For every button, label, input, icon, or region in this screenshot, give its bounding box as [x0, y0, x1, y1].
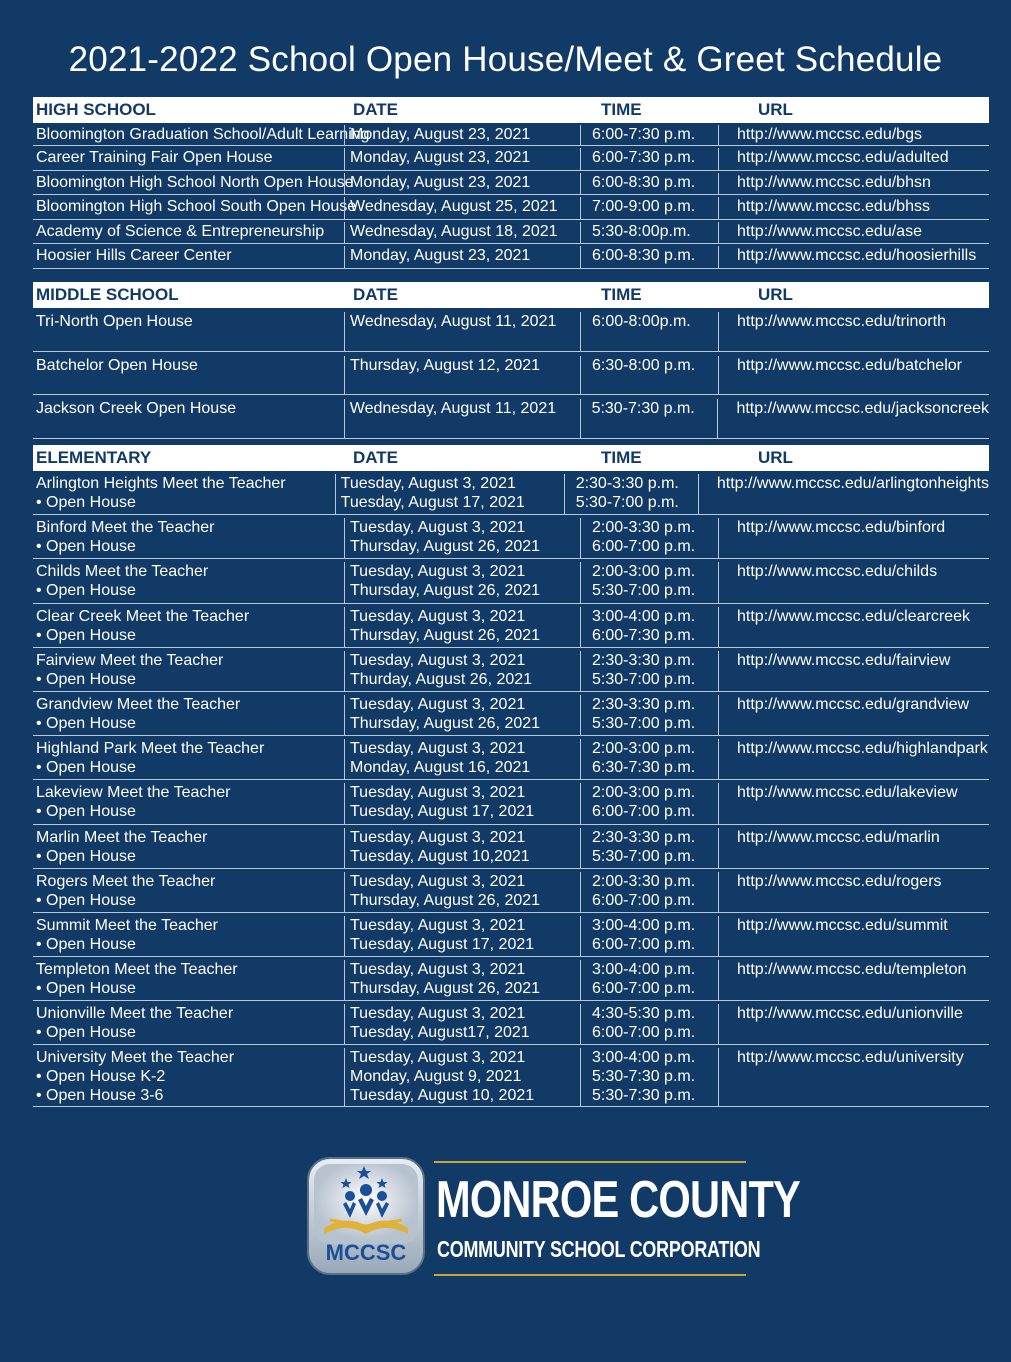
school-url-link[interactable]: http://www.mccsc.edu/binford: [737, 519, 946, 537]
event-time: 6:00-7:00 p.m.: [592, 1024, 696, 1042]
school-name-cell: [33, 695, 344, 735]
event-time: 5:30-7:00 p.m.: [575, 494, 679, 511]
school-name: Summit Meet the Teacher: [36, 916, 219, 934]
event-time: 6:00-7:00 p.m.: [592, 803, 696, 821]
brand-bottom-rule: [434, 1274, 746, 1276]
school-url-cell: [718, 356, 989, 395]
school-name: Binford Meet the Teacher: [36, 519, 215, 537]
event-date-cell: [344, 197, 580, 219]
event-time-cell: [580, 1004, 718, 1044]
school-name: Arlington Heights Meet the Teacher: [36, 475, 286, 492]
date-header: DATE: [353, 285, 399, 304]
section-label: HIGH SCHOOL: [36, 100, 156, 119]
event-time: 6:00-8:30 p.m.: [592, 173, 696, 191]
high-school-header: [33, 97, 989, 123]
school-url-link[interactable]: http://www.mccsc.edu/highlandpark: [737, 740, 988, 758]
event-time: 5:30-7:00 p.m.: [592, 670, 696, 688]
school-name-cell: [33, 607, 344, 647]
school-name: • Open House K-2: [36, 1068, 166, 1086]
school-url-cell: [698, 474, 989, 514]
school-url-cell: [718, 872, 989, 912]
event-date-cell: [344, 356, 580, 395]
table-row: [33, 780, 989, 824]
event-date-cell: [344, 148, 580, 170]
time-header: TIME: [601, 100, 642, 119]
school-url-cell: [717, 399, 989, 438]
event-date: Tuesday, August 3, 2021: [350, 740, 526, 758]
event-date: Monday, August 16, 2021: [350, 759, 531, 777]
brand-subtitle: COMMUNITY SCHOOL CORPORATION: [437, 1236, 761, 1262]
event-time: 6:30-8:00 p.m.: [592, 356, 696, 374]
school-url-link[interactable]: http://www.mccsc.edu/clearcreek: [737, 607, 970, 625]
school-url-cell: [718, 607, 989, 647]
school-name-cell: [33, 148, 344, 170]
logo-icon: [306, 1156, 426, 1276]
event-time-cell: [580, 607, 718, 647]
table-row: [33, 244, 989, 269]
time-header: TIME: [601, 448, 642, 467]
table-row: [33, 692, 989, 736]
event-time: 2:00-3:00 p.m.: [592, 563, 696, 581]
event-time: 6:00-8:00p.m.: [592, 313, 691, 330]
school-url-link[interactable]: http://www.mccsc.edu/marlin: [737, 828, 940, 846]
school-name-cell: [33, 739, 344, 779]
event-date: Thursday, August 26, 2021: [350, 538, 541, 556]
table-row: [33, 869, 989, 913]
school-name-cell: [33, 173, 354, 195]
event-time: 7:00-9:00 p.m.: [592, 198, 696, 216]
event-date-cell: [344, 246, 580, 268]
school-name: Bloomington High School North Open House: [36, 173, 354, 191]
event-date: Thurday, August 26, 2021: [350, 670, 533, 688]
table-row: [33, 195, 989, 220]
event-date-cell: [344, 695, 580, 735]
school-name: Academy of Science & Entrepreneurship: [36, 222, 325, 240]
event-time-cell: [580, 148, 718, 170]
high-school-section: [33, 97, 989, 269]
school-url-link[interactable]: http://www.mccsc.edu/ase: [737, 222, 922, 240]
event-date: Tuesday, August 17, 2021: [350, 935, 535, 953]
event-time-cell: [580, 783, 718, 823]
table-row: [33, 171, 989, 196]
event-time: 2:00-3:30 p.m.: [592, 519, 696, 537]
school-url-link[interactable]: http://www.mccsc.edu/templeton: [737, 961, 967, 979]
event-time: 5:30-7:00 p.m.: [592, 714, 696, 732]
school-url-cell: [718, 1004, 989, 1044]
school-name: • Open House: [36, 891, 136, 909]
school-name-cell: [33, 872, 344, 912]
middle-school-header: [33, 282, 989, 308]
logo-text: MCCSC: [325, 1240, 407, 1265]
date-header: DATE: [353, 100, 399, 119]
event-date: Thursday, August 26, 2021: [350, 626, 541, 644]
event-time-cell: [580, 960, 718, 1000]
table-row: [33, 736, 989, 780]
table-row: [33, 1001, 989, 1045]
event-time: 2:30-3:30 p.m.: [592, 695, 696, 713]
event-date-cell: [344, 783, 580, 823]
school-name: Hoosier Hills Career Center: [36, 247, 232, 265]
event-time: 6:30-7:30 p.m.: [592, 759, 696, 777]
mccsc-logo: [306, 1156, 426, 1276]
event-date-cell: [344, 960, 580, 1000]
school-name-cell: [33, 1004, 344, 1044]
event-date: Tuesday, August 10, 2021: [350, 1087, 535, 1105]
url-header: URL: [758, 100, 793, 119]
school-url-link[interactable]: http://www.mccsc.edu/bgs: [737, 126, 922, 143]
event-date: Wednesday, August 11, 2021: [350, 313, 557, 330]
page-title: 2021-2022 School Open House/Meet & Greet Schedule: [68, 40, 943, 79]
event-date-cell: [344, 607, 580, 647]
school-name: • Open House: [36, 670, 136, 688]
table-row: [33, 308, 989, 352]
event-time-cell: [564, 474, 698, 514]
event-time-cell: [580, 246, 718, 268]
school-url-link[interactable]: http://www.mccsc.edu/childs: [737, 563, 938, 581]
event-time-cell: [580, 562, 718, 602]
brand-top-rule: [434, 1161, 746, 1163]
event-time: 5:30-7:30 p.m.: [592, 1087, 696, 1105]
table-row: [33, 515, 989, 559]
event-time: 3:00-4:00 p.m.: [592, 607, 696, 625]
school-url-link[interactable]: http://www.mccsc.edu/hoosierhills: [737, 247, 977, 265]
school-name-cell: [33, 125, 370, 145]
event-date-cell: [344, 562, 580, 602]
event-date-cell: [344, 173, 580, 195]
school-url-cell: [718, 148, 989, 170]
event-time: 5:30-7:30 p.m.: [592, 1068, 696, 1086]
event-date-cell: [344, 222, 580, 244]
table-row: [33, 395, 989, 439]
event-date-cell: [344, 651, 580, 691]
event-time-cell: [580, 695, 718, 735]
event-date: Tuesday, August 17, 2021: [340, 494, 525, 511]
event-time: 6:00-7:30 p.m.: [592, 626, 696, 644]
school-name: Jackson Creek Open House: [36, 400, 237, 417]
event-date: Monday, August 9, 2021: [350, 1068, 522, 1086]
event-date: Monday, August 23, 2021: [350, 173, 531, 191]
table-row: [33, 825, 989, 869]
event-time: 5:30-7:00 p.m.: [592, 847, 696, 865]
school-name-cell: [33, 518, 344, 558]
table-row: [33, 648, 989, 692]
school-name: Lakeview Meet the Teacher: [36, 784, 231, 802]
school-url-link[interactable]: http://www.mccsc.edu/unionville: [737, 1005, 963, 1023]
event-date-cell: [344, 312, 580, 351]
school-url-cell: [718, 312, 989, 351]
elementary-section: [33, 445, 989, 1107]
event-time-cell: [580, 518, 718, 558]
event-time-cell: [580, 125, 718, 145]
event-date: Monday, August 23, 2021: [350, 149, 531, 166]
school-url-link[interactable]: http://www.mccsc.edu/lakeview: [737, 784, 958, 802]
table-row: [33, 559, 989, 603]
date-header: DATE: [353, 448, 399, 467]
school-name-cell: [33, 222, 344, 244]
event-date: Wednesday, August 25, 2021: [350, 198, 558, 216]
url-header: URL: [758, 285, 793, 304]
event-time: 4:30-5:30 p.m.: [592, 1005, 696, 1023]
event-date-cell: [344, 739, 580, 779]
event-time: 6:00-8:30 p.m.: [592, 247, 696, 265]
school-name-cell: [33, 197, 357, 219]
event-date: Tuesday, August 3, 2021: [350, 961, 526, 979]
event-time: 2:00-3:30 p.m.: [592, 872, 696, 890]
school-name: Rogers Meet the Teacher: [36, 872, 216, 890]
event-date: Tuesday, August 3, 2021: [350, 1005, 526, 1023]
section-label: MIDDLE SCHOOL: [36, 285, 179, 304]
school-name: Clear Creek Meet the Teacher: [36, 607, 250, 625]
school-url-link[interactable]: http://www.mccsc.edu/rogers: [737, 872, 942, 890]
school-name: Marlin Meet the Teacher: [36, 828, 208, 846]
school-name-cell: [33, 1048, 344, 1106]
table-row: [33, 471, 989, 515]
event-date: Tuesday, August 3, 2021: [350, 563, 526, 581]
event-date: Tuesday, August 3, 2021: [340, 475, 516, 492]
school-name: • Open House: [36, 538, 136, 556]
school-name: • Open House: [36, 847, 136, 865]
event-date-cell: [344, 916, 580, 956]
event-date-cell: [344, 399, 580, 438]
school-url-cell: [718, 960, 989, 1000]
event-time-cell: [580, 739, 718, 779]
event-date-cell: [335, 474, 564, 514]
event-date: Tuesday, August 3, 2021: [350, 828, 526, 846]
event-date: Thursday, August 26, 2021: [350, 980, 541, 998]
school-url-cell: [718, 125, 989, 145]
event-date: Thursday, August 12, 2021: [350, 356, 541, 374]
table-row: [33, 913, 989, 957]
event-time-cell: [580, 197, 718, 219]
event-date-cell: [344, 1004, 580, 1044]
table-row: [33, 604, 989, 648]
event-date: Tuesday, August 3, 2021: [350, 1049, 526, 1067]
event-time: 3:00-4:00 p.m.: [592, 961, 696, 979]
school-name-cell: [33, 399, 344, 438]
event-date: Tuesday, August 3, 2021: [350, 695, 526, 713]
school-name-cell: [33, 916, 344, 956]
event-time-cell: [580, 356, 718, 395]
event-date: Thursday, August 26, 2021: [350, 582, 541, 600]
school-name: Templeton Meet the Teacher: [36, 961, 238, 979]
event-time-cell: [580, 1048, 718, 1106]
school-name-cell: [33, 783, 344, 823]
school-name-cell: [33, 828, 344, 868]
school-url-cell: [718, 562, 989, 602]
event-date: Tuesday, August 3, 2021: [350, 784, 526, 802]
school-url-cell: [718, 916, 989, 956]
school-name: Grandview Meet the Teacher: [36, 695, 241, 713]
event-time: 5:30-7:00 p.m.: [592, 582, 696, 600]
event-date: Monday, August 23, 2021: [350, 247, 531, 265]
school-url-cell: [718, 783, 989, 823]
school-url-link[interactable]: http://www.mccsc.edu/bhss: [737, 198, 930, 216]
event-date: Monday, August 23, 2021: [350, 126, 531, 143]
school-url-cell: [718, 828, 989, 868]
middle-school-section: [33, 282, 989, 439]
event-time: 6:00-7:00 p.m.: [592, 980, 696, 998]
event-time: 5:30-7:30 p.m.: [591, 400, 695, 417]
event-time: 5:30-8:00p.m.: [592, 222, 691, 240]
school-url-link[interactable]: http://www.mccsc.edu/fairview: [737, 651, 951, 669]
table-row: [33, 220, 989, 245]
school-url-cell: [718, 739, 989, 779]
school-name-cell: [33, 312, 344, 351]
event-time-cell: [580, 312, 718, 351]
event-date: Tuesday, August17, 2021: [350, 1024, 530, 1042]
event-date: Tuesday, August 10,2021: [350, 847, 530, 865]
event-time-cell: [580, 222, 718, 244]
event-date: Tuesday, August 3, 2021: [350, 916, 526, 934]
school-url-cell: [718, 222, 989, 244]
school-name: University Meet the Teacher: [36, 1049, 235, 1067]
event-time: 2:00-3:00 p.m.: [592, 740, 696, 758]
table-row: [33, 146, 989, 171]
school-url-cell: [718, 695, 989, 735]
event-date-cell: [344, 828, 580, 868]
event-time-cell: [580, 828, 718, 868]
event-time-cell: [580, 651, 718, 691]
event-time: 6:00-7:00 p.m.: [592, 935, 696, 953]
time-header: TIME: [601, 285, 642, 304]
school-name-cell: [33, 356, 344, 395]
elementary-rows: [33, 471, 989, 1107]
school-name: Career Training Fair Open House: [36, 149, 273, 166]
event-date-cell: [344, 872, 580, 912]
school-name-cell: [33, 246, 344, 268]
school-name: • Open House: [36, 626, 136, 644]
school-url-link[interactable]: http://www.mccsc.edu/jacksoncreek: [736, 400, 989, 417]
event-date-cell: [344, 125, 580, 145]
event-date: Wednesday, August 11, 2021: [349, 400, 557, 417]
school-url-cell: [718, 246, 989, 268]
event-date: Thursday, August 26, 2021: [350, 891, 541, 909]
school-url-link[interactable]: http://www.mccsc.edu/summit: [737, 916, 948, 934]
brand-name: MONROE COUNTY: [436, 1171, 800, 1229]
school-url-link[interactable]: http://www.mccsc.edu/adulted: [737, 149, 949, 166]
event-date: Tuesday, August 3, 2021: [350, 651, 526, 669]
event-time: 2:30-3:30 p.m.: [592, 651, 696, 669]
event-time-cell: [580, 872, 718, 912]
school-url-cell: [718, 197, 989, 219]
school-name-cell: [33, 562, 344, 602]
school-url-cell: [718, 1048, 989, 1106]
school-url-cell: [718, 518, 989, 558]
school-name: Childs Meet the Teacher: [36, 563, 209, 581]
school-name-cell: [33, 651, 344, 691]
school-name: Fairview Meet the Teacher: [36, 651, 224, 669]
school-name: • Open House: [36, 935, 136, 953]
school-name-cell: [33, 474, 335, 514]
event-date-cell: [344, 1048, 580, 1106]
school-url-cell: [718, 173, 989, 195]
event-time: 2:00-3:00 p.m.: [592, 784, 696, 802]
event-date: Tuesday, August 3, 2021: [350, 519, 526, 537]
school-name: • Open House: [36, 803, 136, 821]
url-header: URL: [758, 448, 793, 467]
event-time: 3:00-4:00 p.m.: [592, 1049, 696, 1067]
school-url-link[interactable]: http://www.mccsc.edu/bhsn: [737, 173, 931, 191]
event-time: 6:00-7:00 p.m.: [592, 891, 696, 909]
school-name: • Open House: [36, 582, 136, 600]
event-time: 3:00-4:00 p.m.: [592, 916, 696, 934]
school-name: • Open House 3-6: [36, 1087, 164, 1105]
event-time: 6:00-7:30 p.m.: [592, 126, 696, 143]
table-row: [33, 957, 989, 1001]
event-time: 6:00-7:00 p.m.: [592, 538, 696, 556]
middle-school-rows: [33, 308, 989, 439]
school-url-link[interactable]: http://www.mccsc.edu/arlingtonheights: [716, 475, 989, 492]
school-url-link[interactable]: http://www.mccsc.edu/grandview: [737, 695, 970, 713]
table-row: [33, 1045, 989, 1107]
school-name: • Open House: [36, 494, 136, 511]
event-date: Tuesday, August 3, 2021: [350, 607, 526, 625]
event-time: 2:30-3:30 p.m.: [575, 475, 679, 492]
school-name: Highland Park Meet the Teacher: [36, 740, 265, 758]
event-date: Thursday, August 26, 2021: [350, 714, 541, 732]
school-name: • Open House: [36, 980, 136, 998]
school-url-link[interactable]: http://www.mccsc.edu/batchelor: [737, 356, 962, 374]
school-name: Bloomington Graduation School/Adult Learning: [36, 126, 370, 143]
table-row: [33, 352, 989, 396]
school-name: • Open House: [36, 759, 136, 777]
section-label: ELEMENTARY: [36, 448, 152, 467]
table-row: [33, 123, 989, 146]
event-time-cell: [580, 173, 718, 195]
event-date: Wednesday, August 18, 2021: [350, 222, 558, 240]
event-time: 2:30-3:30 p.m.: [592, 828, 696, 846]
event-date-cell: [344, 518, 580, 558]
school-name: Bloomington High School South Open House: [36, 198, 357, 216]
school-name: • Open House: [36, 1024, 136, 1042]
school-name: • Open House: [36, 714, 136, 732]
school-name: Batchelor Open House: [36, 356, 198, 374]
event-time-cell: [580, 916, 718, 956]
school-name: Unionville Meet the Teacher: [36, 1005, 234, 1023]
school-url-link[interactable]: http://www.mccsc.edu/university: [737, 1049, 964, 1067]
event-time: 6:00-7:30 p.m.: [592, 149, 696, 166]
school-url-link[interactable]: http://www.mccsc.edu/trinorth: [737, 313, 946, 330]
elementary-header: [33, 445, 989, 471]
event-date: Tuesday, August 17, 2021: [350, 803, 535, 821]
event-date: Tuesday, August 3, 2021: [350, 872, 526, 890]
high-school-rows: [33, 123, 989, 269]
event-time-cell: [580, 399, 718, 438]
school-name-cell: [33, 960, 344, 1000]
school-name: Tri-North Open House: [36, 313, 193, 330]
school-url-cell: [718, 651, 989, 691]
